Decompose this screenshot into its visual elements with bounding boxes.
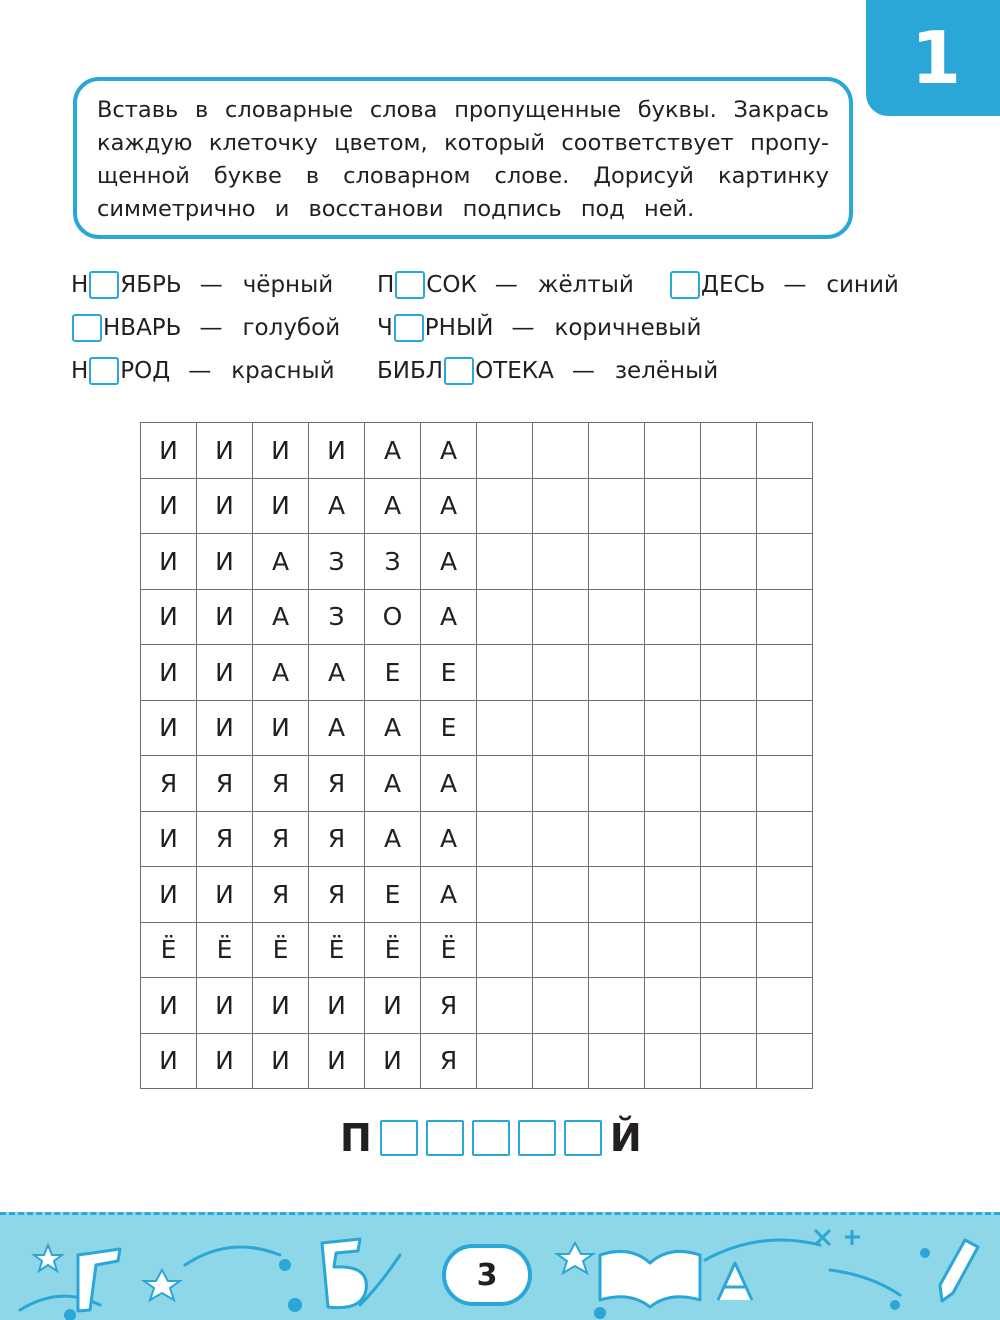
word-entry	[377, 356, 718, 386]
word-before: Н	[71, 358, 89, 384]
grid-cell[interactable]	[701, 756, 757, 812]
grid-cell[interactable]: А	[253, 645, 309, 701]
grid-cell[interactable]: А	[365, 700, 421, 756]
coloring-grid	[140, 422, 813, 1089]
letter-blank[interactable]	[444, 357, 474, 385]
grid-cell[interactable]	[477, 811, 533, 867]
instructions-line: Вставь в словарные слова пропущенные буквы. Закрась	[97, 97, 829, 123]
letter-blank[interactable]	[395, 271, 425, 299]
color-name: красный	[231, 358, 335, 384]
word-before: БИБЛ	[377, 358, 444, 384]
grid-cell[interactable]: А	[421, 534, 477, 590]
grid-cell[interactable]	[477, 534, 533, 590]
answer-blank[interactable]	[564, 1120, 602, 1156]
word-after: РНЫЙ	[424, 315, 494, 341]
grid-cell[interactable]: Я	[421, 978, 477, 1034]
grid-cell[interactable]: И	[197, 478, 253, 534]
dash: —	[188, 358, 212, 384]
grid-cell[interactable]: И	[197, 589, 253, 645]
grid-cell[interactable]	[533, 922, 589, 978]
grid-cell[interactable]: А	[421, 756, 477, 812]
grid-cell[interactable]: И	[309, 423, 365, 479]
grid-cell[interactable]	[477, 645, 533, 701]
grid-cell[interactable]	[757, 867, 813, 923]
grid-cell[interactable]	[533, 645, 589, 701]
grid-cell[interactable]: А	[365, 811, 421, 867]
grid-cell[interactable]: Я	[309, 811, 365, 867]
grid-cell[interactable]	[589, 867, 645, 923]
grid-cell[interactable]: И	[253, 1033, 309, 1089]
grid-cell[interactable]	[533, 478, 589, 534]
dash: —	[571, 358, 595, 384]
grid-cell[interactable]: И	[365, 1033, 421, 1089]
grid-cell[interactable]	[757, 811, 813, 867]
answer-caption	[340, 1116, 642, 1160]
grid-cell[interactable]	[757, 978, 813, 1034]
instructions-box	[73, 77, 853, 239]
grid-cell[interactable]: Ё	[253, 922, 309, 978]
grid-row	[141, 811, 813, 867]
grid-cell[interactable]	[589, 700, 645, 756]
answer-blank[interactable]	[518, 1120, 556, 1156]
answer-last-letter: Й	[609, 1116, 642, 1160]
answer-blank[interactable]	[426, 1120, 464, 1156]
color-name: жёлтый	[537, 272, 634, 298]
grid-cell[interactable]: И	[141, 1033, 197, 1089]
grid-cell[interactable]	[477, 922, 533, 978]
grid-cell[interactable]	[533, 1033, 589, 1089]
grid-cell[interactable]: Я	[309, 867, 365, 923]
word-after: НВАРЬ	[103, 315, 182, 341]
color-name: коричневый	[554, 315, 702, 341]
word-after: ОТЕКА	[475, 358, 554, 384]
letter-blank[interactable]	[89, 357, 119, 385]
grid-cell[interactable]: Я	[197, 756, 253, 812]
grid-cell[interactable]: И	[141, 645, 197, 701]
dash: —	[783, 272, 807, 298]
letter-blank[interactable]	[72, 314, 102, 342]
grid-row	[141, 922, 813, 978]
grid-cell[interactable]	[533, 534, 589, 590]
grid-cell[interactable]: Я	[253, 811, 309, 867]
word-entry	[71, 270, 333, 300]
letter-blank[interactable]	[670, 271, 700, 299]
grid-cell[interactable]	[645, 978, 701, 1034]
grid-cell[interactable]	[533, 700, 589, 756]
color-name: зелёный	[614, 358, 719, 384]
grid-cell[interactable]	[701, 1033, 757, 1089]
grid-cell[interactable]	[533, 978, 589, 1034]
instructions-line: симметрично и восстанови подпись под ней.	[97, 196, 695, 222]
grid-cell[interactable]: А	[421, 478, 477, 534]
grid-cell[interactable]	[757, 423, 813, 479]
grid-cell[interactable]	[701, 867, 757, 923]
grid-cell[interactable]: Я	[197, 811, 253, 867]
grid-cell[interactable]	[477, 1033, 533, 1089]
grid-row	[141, 700, 813, 756]
grid-cell[interactable]	[477, 423, 533, 479]
instructions-line: каждую клеточку цветом, который соответствует пропу-	[97, 130, 829, 156]
grid-cell[interactable]	[589, 478, 645, 534]
grid-row	[141, 589, 813, 645]
grid-cell[interactable]	[701, 978, 757, 1034]
grid-cell[interactable]: Я	[253, 756, 309, 812]
answer-blank[interactable]	[472, 1120, 510, 1156]
grid-cell[interactable]	[757, 700, 813, 756]
grid-cell[interactable]: И	[365, 978, 421, 1034]
grid-cell[interactable]	[645, 478, 701, 534]
dash: —	[494, 272, 518, 298]
grid-cell[interactable]	[477, 756, 533, 812]
word-entry	[669, 270, 899, 300]
grid-cell[interactable]: Е	[421, 645, 477, 701]
grid-cell[interactable]: Е	[365, 645, 421, 701]
grid-cell[interactable]: Е	[365, 867, 421, 923]
grid-cell[interactable]	[645, 811, 701, 867]
answer-first-letter: П	[340, 1116, 372, 1160]
grid-row	[141, 423, 813, 479]
grid-cell[interactable]: А	[421, 867, 477, 923]
grid-cell[interactable]: И	[197, 700, 253, 756]
grid-cell[interactable]	[477, 700, 533, 756]
grid-cell[interactable]: Я	[309, 756, 365, 812]
grid-cell[interactable]	[533, 423, 589, 479]
grid-cell[interactable]	[645, 645, 701, 701]
grid-cell[interactable]	[477, 978, 533, 1034]
word-entry	[71, 313, 340, 343]
letter-blank[interactable]	[89, 271, 119, 299]
grid-cell[interactable]: О	[365, 589, 421, 645]
grid-cell[interactable]	[589, 922, 645, 978]
grid-cell[interactable]: А	[309, 478, 365, 534]
grid-cell[interactable]	[701, 589, 757, 645]
word-entry	[71, 356, 335, 386]
grid-cell[interactable]	[477, 589, 533, 645]
grid-cell[interactable]: И	[141, 589, 197, 645]
word-after: РОД	[120, 358, 171, 384]
color-name: голубой	[242, 315, 341, 341]
grid-cell[interactable]	[533, 756, 589, 812]
grid-cell[interactable]	[533, 589, 589, 645]
grid-row	[141, 645, 813, 701]
grid-cell[interactable]: А	[253, 589, 309, 645]
page-number: 3	[442, 1244, 532, 1306]
grid-cell[interactable]: Ё	[309, 922, 365, 978]
grid-cell[interactable]: А	[421, 811, 477, 867]
color-name: чёрный	[242, 272, 334, 298]
grid-cell[interactable]	[645, 534, 701, 590]
dash: —	[511, 315, 535, 341]
grid-cell[interactable]: И	[253, 423, 309, 479]
grid-cell[interactable]	[757, 589, 813, 645]
word-after: СОК	[426, 272, 477, 298]
grid-cell[interactable]	[645, 700, 701, 756]
grid-cell[interactable]: З	[365, 534, 421, 590]
grid-row	[141, 534, 813, 590]
grid-cell[interactable]	[645, 756, 701, 812]
grid-cell[interactable]: А	[421, 589, 477, 645]
grid-cell[interactable]	[589, 811, 645, 867]
grid-cell[interactable]: Ё	[365, 922, 421, 978]
grid-cell[interactable]: Я	[141, 756, 197, 812]
grid-cell[interactable]: А	[309, 645, 365, 701]
grid-cell[interactable]	[589, 423, 645, 479]
word-entry	[377, 313, 701, 343]
grid-cell[interactable]	[589, 756, 645, 812]
grid-cell[interactable]: А	[365, 478, 421, 534]
word-before: Ч	[377, 315, 393, 341]
grid-cell[interactable]: З	[309, 534, 365, 590]
grid-cell[interactable]: Я	[253, 867, 309, 923]
grid-cell[interactable]: Я	[421, 1033, 477, 1089]
grid-cell[interactable]: И	[309, 1033, 365, 1089]
grid-cell[interactable]	[645, 589, 701, 645]
grid-cell[interactable]	[533, 867, 589, 923]
grid-cell[interactable]	[757, 645, 813, 701]
letter-blank[interactable]	[394, 314, 424, 342]
grid-cell[interactable]	[701, 811, 757, 867]
grid-cell[interactable]	[589, 534, 645, 590]
grid-cell[interactable]: И	[197, 534, 253, 590]
word-entry	[377, 270, 634, 300]
grid-cell[interactable]: А	[253, 534, 309, 590]
grid-cell[interactable]	[589, 645, 645, 701]
grid-cell[interactable]: И	[253, 978, 309, 1034]
grid-cell[interactable]: З	[309, 589, 365, 645]
grid-cell[interactable]	[477, 478, 533, 534]
grid-cell[interactable]: И	[141, 867, 197, 923]
grid-cell[interactable]: А	[365, 423, 421, 479]
grid-cell[interactable]	[701, 700, 757, 756]
grid-cell[interactable]	[701, 423, 757, 479]
word-after: ДЕСЬ	[701, 272, 766, 298]
grid-cell[interactable]	[477, 867, 533, 923]
grid-cell[interactable]	[645, 867, 701, 923]
grid-cell[interactable]	[645, 1033, 701, 1089]
grid-cell[interactable]: И	[141, 700, 197, 756]
grid-cell[interactable]: И	[141, 478, 197, 534]
dash: —	[199, 315, 223, 341]
grid-row	[141, 478, 813, 534]
grid-cell[interactable]	[757, 756, 813, 812]
word-before: Н	[71, 272, 89, 298]
grid-cell[interactable]: И	[253, 700, 309, 756]
grid-cell[interactable]: И	[141, 423, 197, 479]
grid-cell[interactable]	[757, 534, 813, 590]
grid-cell[interactable]: И	[197, 423, 253, 479]
grid-cell[interactable]	[645, 922, 701, 978]
grid-row	[141, 978, 813, 1034]
grid-row	[141, 756, 813, 812]
word-after: ЯБРЬ	[120, 272, 182, 298]
grid-cell[interactable]: И	[141, 978, 197, 1034]
grid-cell[interactable]	[533, 811, 589, 867]
grid-cell[interactable]: И	[197, 867, 253, 923]
lesson-number-tab: 1	[866, 0, 1000, 116]
grid-cell[interactable]	[589, 589, 645, 645]
grid-cell[interactable]	[701, 645, 757, 701]
grid-cell[interactable]: А	[365, 756, 421, 812]
word-before: П	[377, 272, 395, 298]
grid-cell[interactable]	[757, 478, 813, 534]
answer-blank[interactable]	[380, 1120, 418, 1156]
grid-cell[interactable]: И	[141, 534, 197, 590]
grid-cell[interactable]: Ё	[421, 922, 477, 978]
instructions-line: щенной букве в словарном слове. Дорисуй картинку	[97, 163, 829, 189]
grid-cell[interactable]	[701, 534, 757, 590]
grid-cell[interactable]	[757, 922, 813, 978]
grid-cell[interactable]	[701, 478, 757, 534]
grid-cell[interactable]: И	[141, 811, 197, 867]
grid-cell[interactable]: И	[253, 478, 309, 534]
grid-cell[interactable]	[589, 1033, 645, 1089]
grid-cell[interactable]: Ё	[197, 922, 253, 978]
grid-cell[interactable]	[757, 1033, 813, 1089]
grid-cell[interactable]: И	[309, 978, 365, 1034]
grid-row	[141, 1033, 813, 1089]
grid-cell[interactable]: И	[197, 645, 253, 701]
grid-cell[interactable]	[589, 978, 645, 1034]
dash: —	[199, 272, 223, 298]
grid-cell[interactable]	[645, 423, 701, 479]
grid-cell[interactable]: А	[309, 700, 365, 756]
color-name: синий	[826, 272, 899, 298]
grid-cell[interactable]: Е	[421, 700, 477, 756]
grid-cell[interactable]: И	[197, 1033, 253, 1089]
grid-cell[interactable]: И	[197, 978, 253, 1034]
grid-row	[141, 867, 813, 923]
grid-cell[interactable]: А	[421, 423, 477, 479]
grid-cell[interactable]	[701, 922, 757, 978]
grid-cell[interactable]: Ё	[141, 922, 197, 978]
